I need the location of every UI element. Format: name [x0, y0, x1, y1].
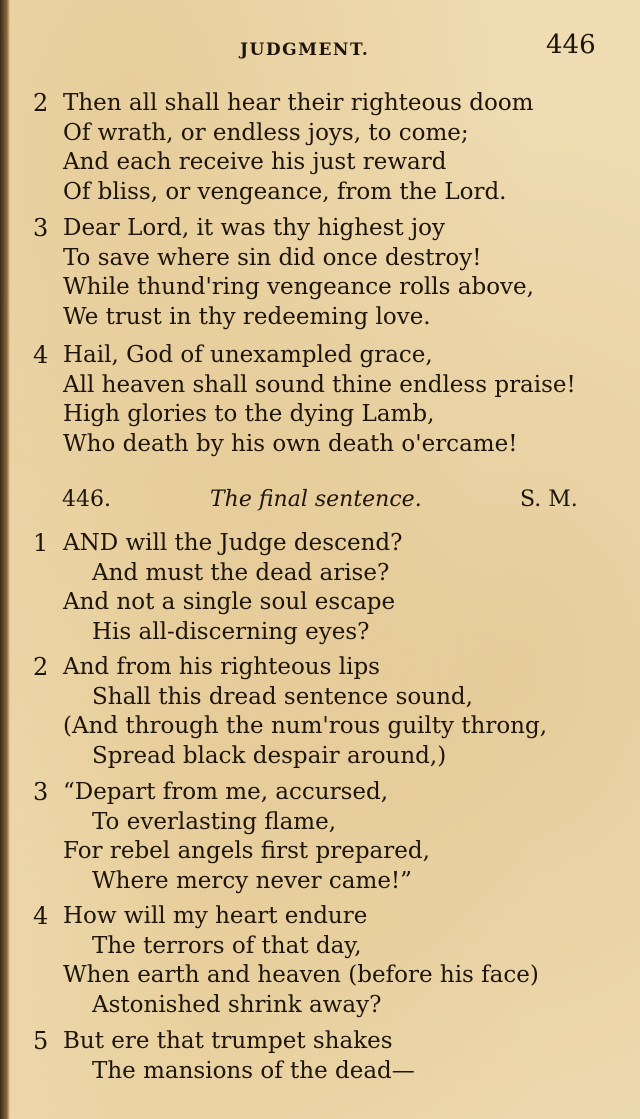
verse-line: AND will the Judge descend? [63, 530, 403, 556]
verse-line: Who death by his own death o'ercame! [63, 430, 518, 457]
stanza-prev-3 [0, 214, 640, 332]
hymn-meter: S. M. [520, 487, 578, 512]
verse-line: For rebel angels first prepared, [63, 838, 430, 864]
verse-line: His all-discerning eyes? [92, 618, 370, 645]
verse-line: Spread black despair around,) [92, 742, 447, 769]
stanza-5 [0, 1027, 640, 1086]
verse-line: Astonished shrink away? [92, 991, 382, 1018]
stanza-prev-2 [0, 89, 640, 207]
verse-line: The terrors of that day, [92, 932, 362, 959]
page-number: 446 [546, 30, 596, 60]
hymn-heading [0, 487, 640, 521]
page-header [0, 30, 640, 70]
stanza-number: 3 [33, 778, 49, 806]
verse-line: But ere that trumpet shakes [63, 1028, 393, 1054]
stanza-number: 3 [33, 214, 49, 242]
verse-line: To everlasting flame, [92, 808, 337, 835]
stanza-prev-4 [0, 341, 640, 459]
verse-line: And not a single soul escape [63, 589, 396, 615]
verse-line: While thund'ring vengeance rolls above, [63, 274, 534, 300]
verse-line: The mansions of the dead— [92, 1057, 415, 1084]
verse-line: Of bliss, or vengeance, from the Lord. [63, 178, 507, 205]
verse-line: And must the dead arise? [92, 559, 390, 586]
stanza-4 [0, 902, 640, 1020]
stanza-1 [0, 529, 640, 647]
stanza-number: 2 [33, 653, 49, 681]
hymn-number: 446. [62, 487, 111, 512]
stanza-3 [0, 778, 640, 896]
stanza-number: 4 [33, 902, 49, 930]
verse-line: Where mercy never came!” [92, 867, 412, 894]
stanza-number: 4 [33, 341, 49, 369]
verse-line: All heaven shall sound thine endless praise! [63, 371, 576, 398]
hymn-title: The final sentence. [210, 487, 422, 512]
verse-line: When earth and heaven (before his face) [63, 962, 539, 988]
verse-line: Hail, God of unexampled grace, [63, 342, 433, 368]
running-head: JUDGMENT. [240, 40, 370, 60]
verse-line: And from his righteous lips [63, 654, 380, 680]
verse-line: Of wrath, or endless joys, to come; [63, 119, 469, 146]
verse-line: We trust in thy redeeming love. [63, 303, 431, 330]
verse-line: And each receive his just reward [63, 149, 447, 175]
stanza-number: 2 [33, 89, 49, 117]
verse-line: Dear Lord, it was thy highest joy [63, 215, 445, 241]
verse-line: To save where sin did once destroy! [63, 244, 482, 271]
verse-line: How will my heart endure [63, 903, 368, 929]
verse-line: Shall this dread sentence sound, [92, 683, 473, 710]
stanza-number: 1 [33, 529, 49, 557]
verse-line: Then all shall hear their righteous doom [63, 90, 534, 116]
stanza-number: 5 [33, 1027, 49, 1055]
verse-line: High glories to the dying Lamb, [63, 401, 435, 427]
verse-line: “Depart from me, accursed, [63, 779, 389, 805]
verse-line: (And through the num'rous guilty throng, [63, 713, 548, 739]
stanza-2 [0, 653, 640, 771]
